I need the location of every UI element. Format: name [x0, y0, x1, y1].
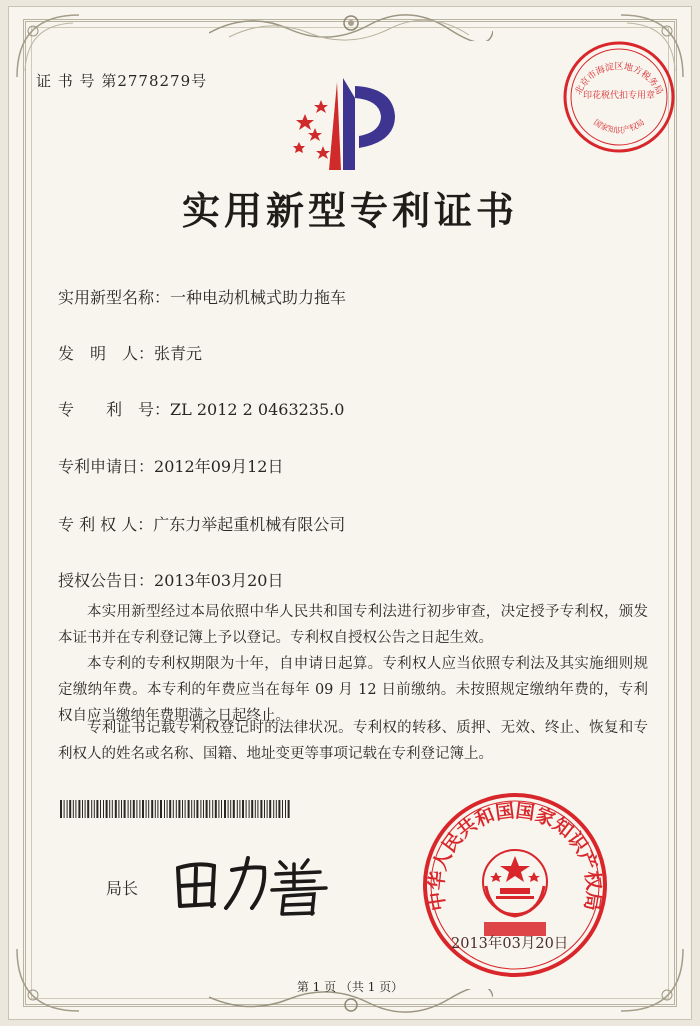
director-title: 局长: [106, 879, 139, 898]
official-seal-arc-text: 中华人民共和国国家知识产权局: [425, 799, 605, 913]
barcode-bar: [148, 800, 149, 818]
barcode-bar: [185, 800, 186, 818]
barcode-bar: [194, 800, 195, 818]
field-value: 2013年03月20日: [154, 571, 284, 590]
barcode-bar: [106, 800, 108, 818]
barcode-bar: [82, 800, 83, 818]
field-value: 2012年09月12日: [154, 457, 284, 476]
barcode-bar: [85, 800, 86, 818]
barcode-bar: [75, 800, 76, 818]
barcode-bar: [136, 800, 137, 818]
paragraph-term: 本专利的专利权期限为十年，自申请日起算。专利权人应当依照专利法及其实施细则规定缴纳年费。本专利的年费应当在每年 09 月 12 日前缴纳。未按照规定缴纳年费的，专利权自应当缴纳年费期满之日起终止。: [58, 656, 648, 724]
national-emblem-icon: [483, 850, 547, 916]
barcode-bar: [200, 800, 201, 818]
barcode-bar: [285, 800, 286, 818]
barcode-bar: [121, 800, 122, 818]
certificate-number-value: 第2778279号: [101, 72, 208, 90]
field-label: 专利申请日：: [58, 457, 155, 476]
barcode-bar: [230, 800, 231, 818]
barcode-bar: [164, 800, 165, 818]
top-ornament-icon: [209, 7, 493, 41]
barcode-bar: [157, 800, 158, 818]
barcode-bar: [276, 800, 277, 818]
barcode-bar: [182, 800, 183, 818]
barcode-bar: [246, 800, 247, 818]
field-label: 专 利 权 人：: [58, 515, 154, 534]
top-seal-arc-text: 北京市海淀区地方税务局: [573, 62, 665, 97]
barcode-bar: [112, 800, 113, 818]
barcode-bar: [160, 800, 162, 818]
barcode-bar: [139, 800, 140, 818]
barcode-bar: [191, 800, 192, 818]
barcode-bar: [218, 800, 219, 818]
field-patent-number: [58, 397, 344, 420]
certificate-number-label: 证 书 号: [36, 72, 96, 90]
barcode-bar: [239, 800, 240, 818]
barcode-bar: [233, 800, 235, 818]
tax-stamp-seal: [560, 38, 678, 156]
barcode-bar: [260, 800, 262, 818]
barcode-bar: [167, 800, 168, 818]
field-label: 专 利 号：: [58, 400, 171, 419]
barcode-bar: [269, 800, 271, 818]
barcode-bar: [128, 800, 129, 818]
barcode-bar: [251, 800, 253, 818]
barcode-bar: [212, 800, 213, 818]
barcode-bar: [209, 800, 210, 818]
barcode-bar: [206, 800, 208, 818]
barcode-bar: [115, 800, 117, 818]
barcode-bar: [203, 800, 204, 818]
paragraph-review: 本实用新型经过本局依照中华人民共和国专利法进行初步审查，决定授予专利权，颁发本证书并在专利登记簿上予以登记。专利权自授权公告之日起生效。: [58, 604, 648, 646]
barcode-bar: [264, 800, 265, 818]
barcode-bar: [173, 800, 174, 818]
barcode-bar: [87, 800, 89, 818]
barcode-bar: [91, 800, 92, 818]
barcode-bar: [257, 800, 258, 818]
field-value: 一种电动机械式助力拖车: [170, 288, 347, 307]
barcode-bar: [118, 800, 119, 818]
barcode-bar: [100, 800, 101, 818]
barcode: [60, 800, 292, 818]
official-seal-date: 2013年03月20日: [451, 936, 569, 952]
barcode-bar: [69, 800, 71, 818]
top-seal-inner-text: 印花税代扣专用章: [582, 91, 656, 101]
page-indicator: 第 1 页 （共 1 页）: [296, 980, 404, 994]
field-value: ZL 2012 2 0463235.0: [170, 400, 345, 419]
barcode-bar: [224, 800, 226, 818]
barcode-bar: [78, 800, 80, 818]
barcode-bar: [169, 800, 171, 818]
director-signature: [168, 848, 338, 918]
barcode-bar: [151, 800, 153, 818]
barcode-bar: [278, 800, 280, 818]
certificate-number: [36, 70, 207, 91]
barcode-bar: [215, 800, 217, 818]
field-inventor: [58, 341, 202, 364]
patent-office-logo-icon: [285, 70, 415, 180]
barcode-bar: [133, 800, 135, 818]
field-grant-date: [58, 568, 283, 591]
barcode-bar: [242, 800, 244, 818]
svg-text:国家知识产权局: [592, 118, 646, 135]
barcode-bar: [67, 800, 68, 818]
barcode-bar: [176, 800, 177, 818]
field-value: 广东力举起重机械有限公司: [153, 515, 346, 534]
barcode-bar: [267, 800, 268, 818]
barcode-bar: [282, 800, 283, 818]
field-utility-model-name: [58, 285, 346, 308]
barcode-bar: [64, 800, 65, 818]
barcode-bar: [103, 800, 104, 818]
field-label: 实用新型名称：: [58, 288, 171, 307]
barcode-bar: [273, 800, 274, 818]
barcode-bar: [237, 800, 238, 818]
barcode-bar: [178, 800, 180, 818]
barcode-bar: [124, 800, 126, 818]
barcode-bar: [60, 800, 62, 818]
barcode-bar: [255, 800, 256, 818]
field-label: 授权公告日：: [58, 571, 155, 590]
field-patent-holder: [58, 512, 345, 535]
barcode-bar: [249, 800, 250, 818]
barcode-bar: [130, 800, 131, 818]
paragraph-legal-status: 专利证书记载专利权登记时的法律状况。专利权的转移、质押、无效、终止、恢复和专利权人的姓名或名称、国籍、地址变更等事项记载在专利登记簿上。: [58, 720, 648, 762]
barcode-bar: [188, 800, 190, 818]
field-application-date: [58, 454, 283, 477]
barcode-bar: [228, 800, 229, 818]
field-value: 张青元: [154, 344, 203, 363]
field-label: 发 明 人：: [58, 344, 155, 363]
barcode-bar: [96, 800, 98, 818]
barcode-bar: [146, 800, 147, 818]
certificate-title: 实用新型专利证书: [181, 188, 518, 233]
barcode-bar: [196, 800, 198, 818]
barcode-bar: [94, 800, 95, 818]
barcode-bar: [73, 800, 74, 818]
barcode-bar: [142, 800, 144, 818]
barcode-bar: [109, 800, 110, 818]
top-seal-bottom-text: 国家知识产权局: [591, 117, 647, 135]
barcode-bar: [288, 800, 290, 818]
barcode-bar: [155, 800, 156, 818]
barcode-bar: [221, 800, 222, 818]
